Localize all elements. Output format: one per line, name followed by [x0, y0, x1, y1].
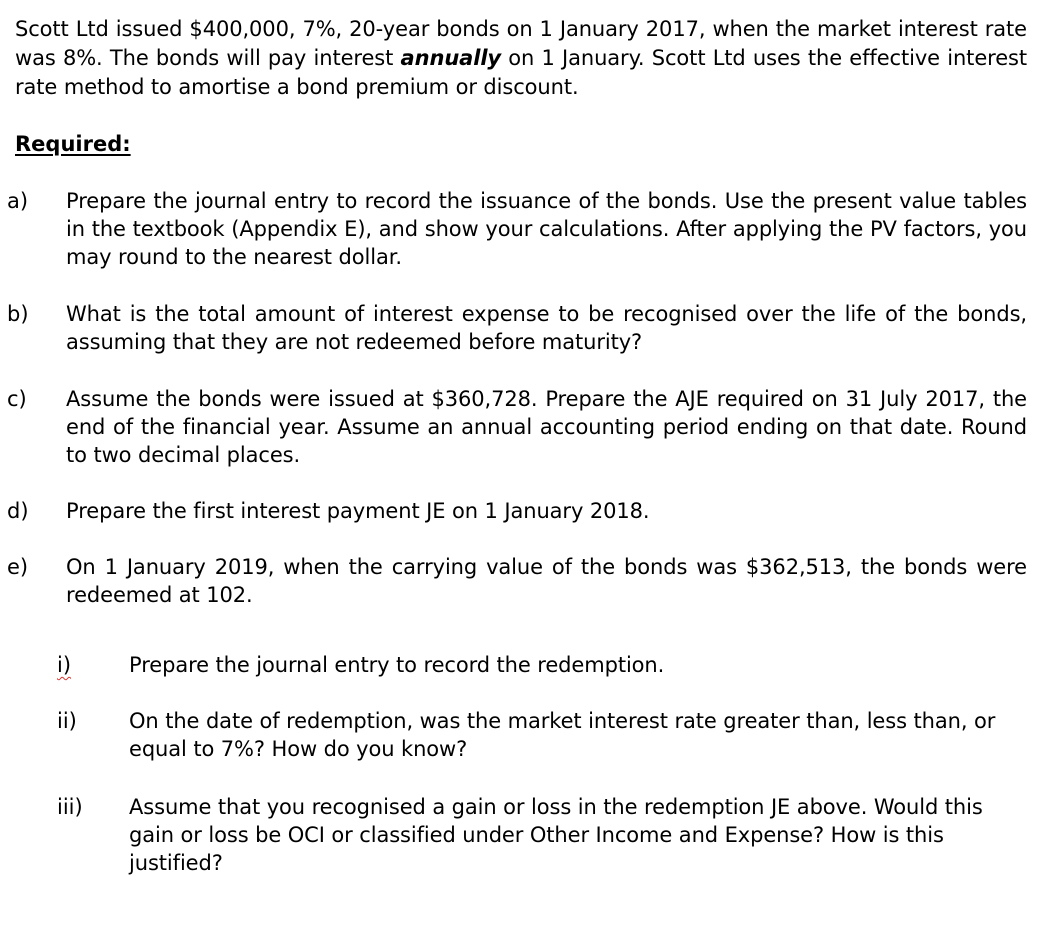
question-text: What is the total amount of interest expense to be recognised over the life of the bonds, assuming that they are not redeemed before maturity? — [66, 302, 1027, 354]
subquestion-text: On the date of redemption, was the market interest rate greater than, less than, or equal to 7%? How do you know? — [129, 709, 996, 761]
question-label: d) — [7, 499, 29, 523]
subquestion-label: ii) — [57, 709, 77, 733]
question-label: e) — [7, 555, 29, 579]
question-label: b) — [7, 302, 29, 326]
subquestion-text: Prepare the journal entry to record the redemption. — [129, 653, 665, 677]
question-label: a) — [7, 189, 29, 213]
question-text: Prepare the first interest payment JE on 1 January 2018. — [66, 499, 650, 523]
intro-text-part2: on 1 January. Scott Ltd uses the effective interest rate method to amortise a bond premium or discount. — [15, 46, 1028, 99]
subquestion-text: Assume that you recognised a gain or loss in the redemption JE above. Would this gain or loss be OCI or classified under Other Income and Expense? How is this justified? — [129, 795, 983, 875]
intro-emphasis: annually — [400, 46, 502, 70]
question-text: On 1 January 2019, when the carrying value of the bonds was $362,513, the bonds were redeemed at 102. — [66, 555, 1027, 607]
required-heading: Required: — [15, 132, 131, 156]
question-text: Assume the bonds were issued at $360,728. Prepare the AJE required on 31 July 2017, the end of the financial year. Assume an annual accounting period ending on that date. Round to two decimal places. — [66, 387, 1027, 467]
question-text: Prepare the journal entry to record the issuance of the bonds. Use the present value tables in the textbook (Appendix E), and show your calculations. After applying the PV factors, you may round to the nearest dollar. — [66, 189, 1027, 269]
question-label: c) — [7, 387, 27, 411]
subquestion-label: i) — [57, 653, 72, 677]
subquestion-label: iii) — [57, 795, 83, 819]
intro-text-part1: Scott Ltd issued $400,000, 7%, 20-year bonds on 1 January 2017, when the market interest rate was 8%. The bonds will pay interest — [15, 17, 1027, 70]
intro-paragraph — [15, 15, 1027, 102]
